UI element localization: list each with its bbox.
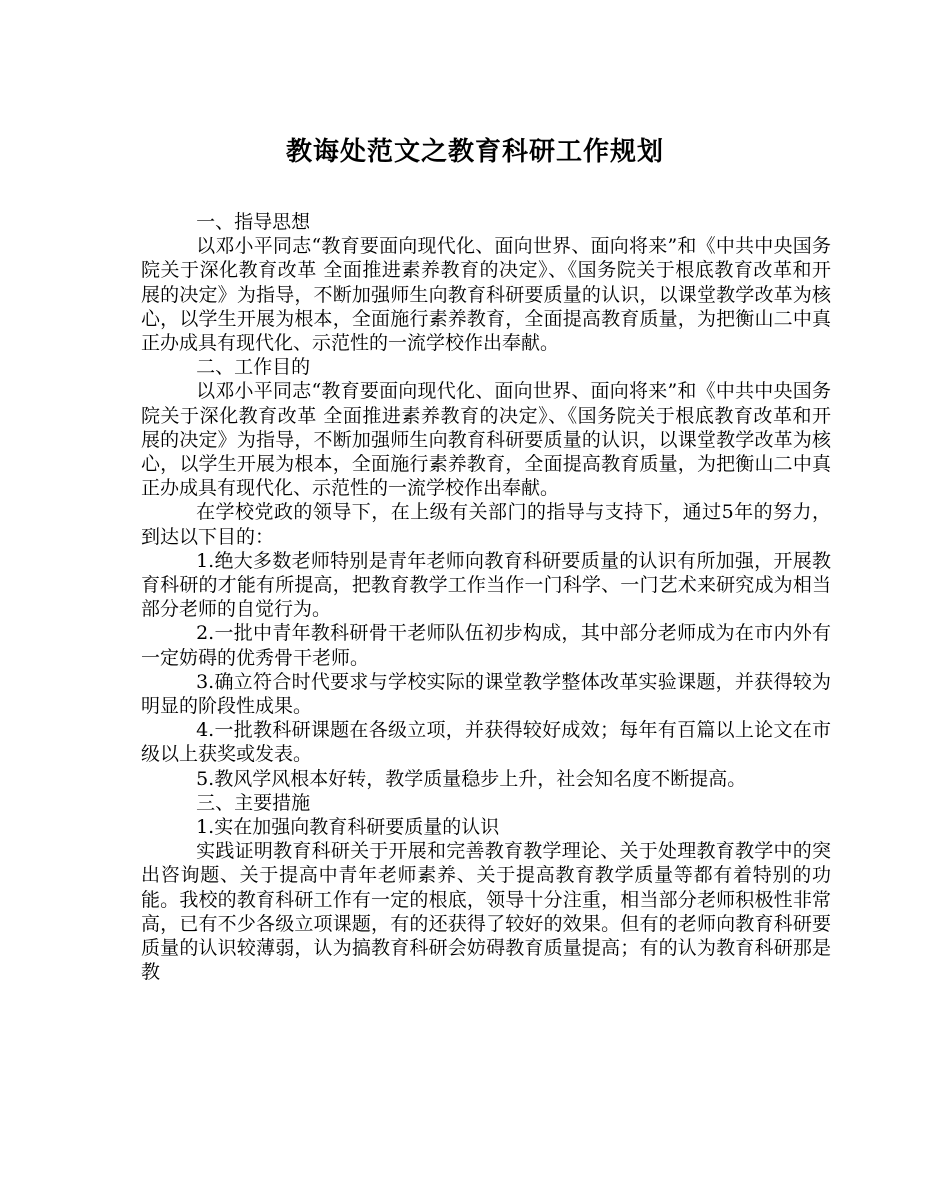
- paragraph-measure-1: 实践证明教育科研关于开展和完善教育教学理论、关于处理教育教学中的突出咨询题、关于提高中青年老师素养、关于提高教育教学质量等都有着特别的功能。我校的教育科研工作有一定的根底，领导十分注重，相当部分老师积极性非常高，已有不少各级立项课题，有的还获得了较好的效果。但有的老师向教育科研要质量的认识较薄弱，认为搞教育科研会妨碍教育质量提高；有的认为教育科研那是教: [141, 840, 831, 984]
- paragraph-five-year-goal: 在学校党政的领导下，在上级有关部门的指导与支持下，通过5年的努力，到达以下目的：: [141, 501, 831, 548]
- document-body: [141, 210, 831, 985]
- list-item-goal-2: 2.一批中青年教科研骨干老师队伍初步构成，其中部分老师成为在市内外有一定妨碍的优秀骨干老师。: [141, 622, 831, 669]
- heading-main-measures: 三、主要措施: [196, 791, 311, 814]
- list-item-goal-5: 5.教风学风根本好转，教学质量稳步上升，社会知名度不断提高。: [196, 767, 747, 790]
- subheading-measure-1: 1.实在加强向教育科研要质量的认识: [196, 816, 500, 839]
- heading-guiding-ideology: 一、指导思想: [196, 211, 311, 233]
- list-item-goal-1: 1.绝大多数老师特别是青年老师向教育科研要质量的认识有所加强，开展教育科研的才能有所提高，把教育教学工作当作一门科学、一门艺术来研究成为相当部分老师的自觉行为。: [141, 549, 831, 621]
- document-title: 教诲处范文之教育科研工作规划: [285, 137, 664, 167]
- list-item-goal-4: 4.一批教科研课题在各级立项，并获得较好成效；每年有百篇以上论文在市级以上获奖或发表。: [141, 719, 831, 766]
- paragraph-work-objectives: 以邓小平同志“教育要面向现代化、面向世界、面向将来”和《中共中央国务院关于深化教育改革 全面推进素养教育的决定》、《国务院关于根底教育改革和开展的决定》为指导，不断加强师生向教育科研要质量的认识，以课堂教学改革为核心，以学生开展为根本，全面施行素养教育，全面提高教育质量，为把衡山二中真正办成具有现代化、示范性的一流学校作出奉献。: [141, 380, 831, 500]
- list-item-goal-3: 3.确立符合时代要求与学校实际的课堂教学整体改革实验课题，并获得较为明显的阶段性成果。: [141, 670, 831, 718]
- heading-work-objectives: 二、工作目的: [196, 356, 311, 379]
- paragraph-guiding-ideology: 以邓小平同志“教育要面向现代化、面向世界、面向将来”和《中共中央国务院关于深化教育改革 全面推进素养教育的决定》、《国务院关于根底教育改革和开展的决定》为指导，不断加强师生向教育科研要质量的认识，以课堂教学改革为核心，以学生开展为根本，全面施行素养教育，全面提高教育质量，为把衡山二中真正办成具有现代化、示范性的一流学校作出奉献。: [141, 235, 831, 355]
